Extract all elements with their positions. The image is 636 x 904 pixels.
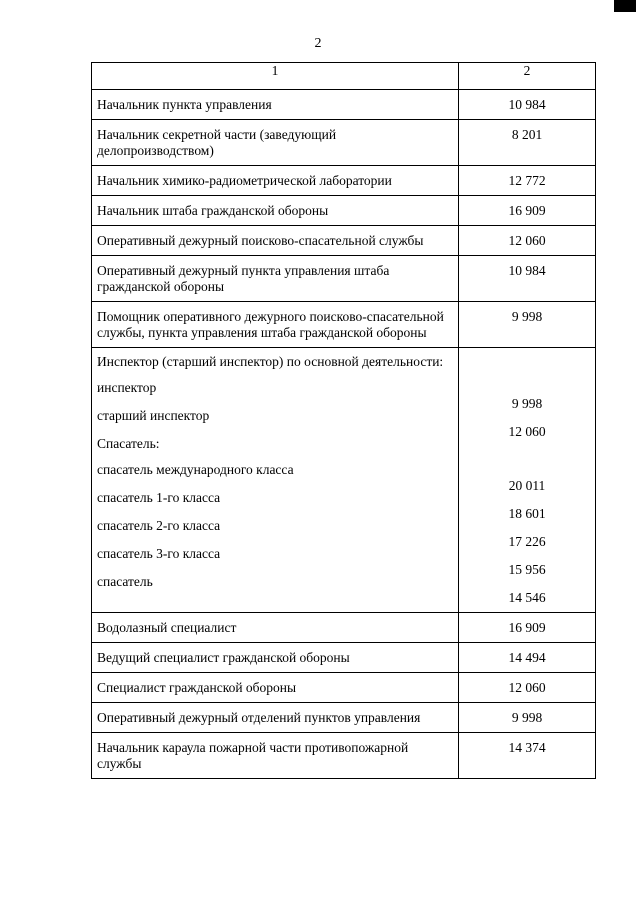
- salary-cell: 17 226: [508, 534, 546, 549]
- position-cell: Начальник пункта управления: [97, 97, 272, 112]
- position-cell: Помощник оперативного дежурного поисково-спасательной службы, пункта управления штаба гражданской обороны: [97, 309, 444, 340]
- table-row: [92, 673, 596, 703]
- table-row: [92, 613, 596, 643]
- table-header-row: [92, 63, 596, 90]
- salary-cell: 16 909: [508, 203, 546, 218]
- salary-cell: 10 984: [508, 97, 546, 112]
- salary-cell: 8 201: [511, 127, 543, 142]
- position-cell: Начальник химико-радиометрической лаборатории: [97, 173, 392, 188]
- position-cell: спасатель международного класса: [97, 462, 294, 477]
- salary-cell: 12 060: [508, 424, 546, 439]
- table-row: [92, 166, 596, 196]
- salary-cell: 12 060: [508, 233, 546, 248]
- inspector-heading: Инспектор (старший инспектор) по основной деятельности:: [97, 354, 444, 369]
- position-cell: Оперативный дежурный отделений пунктов управления: [97, 710, 421, 725]
- table-row: [92, 120, 596, 166]
- position-cell: старший инспектор: [97, 408, 210, 423]
- position-cell: спасатель 1-го класса: [97, 490, 221, 505]
- table-row: [92, 643, 596, 673]
- table-row: [92, 196, 596, 226]
- group-row: [92, 348, 596, 613]
- salary-table: [91, 62, 596, 779]
- salary-cell: 14 374: [508, 740, 546, 755]
- salary-cell: 10 984: [508, 263, 546, 278]
- salary-cell: 14 546: [508, 590, 546, 605]
- position-cell: Ведущий специалист гражданской обороны: [97, 650, 350, 665]
- table-row: [92, 256, 596, 302]
- position-cell: Начальник караула пожарной части противопожарной службы: [97, 740, 409, 771]
- position-cell: Начальник штаба гражданской обороны: [97, 203, 329, 218]
- position-cell: Водолазный специалист: [97, 620, 237, 635]
- scan-corner-mark: [614, 0, 636, 12]
- salary-cell: 12 060: [508, 680, 546, 695]
- position-cell: Начальник секретной части (заведующий делопроизводством): [97, 127, 337, 158]
- position-cell: Специалист гражданской обороны: [97, 680, 297, 695]
- salary-cell: 18 601: [508, 506, 546, 521]
- salary-cell: 12 772: [508, 173, 546, 188]
- salary-cell: 9 998: [511, 710, 543, 725]
- position-cell: Оперативный дежурный пункта управления штаба гражданской обороны: [97, 263, 390, 294]
- column-header-1: 1: [92, 63, 459, 90]
- position-cell: спасатель: [97, 574, 153, 589]
- salary-cell: 9 998: [511, 309, 543, 324]
- salary-cell: 16 909: [508, 620, 546, 635]
- position-cell: инспектор: [97, 380, 157, 395]
- position-cell: спасатель 3-го класса: [97, 546, 221, 561]
- column-header-2: 2: [459, 63, 596, 90]
- salary-cell: 14 494: [508, 650, 546, 665]
- table-row: [92, 90, 596, 120]
- salary-cell: 15 956: [508, 562, 546, 577]
- table-row: [92, 302, 596, 348]
- rescuer-heading: Спасатель:: [97, 436, 160, 451]
- salary-cell: 9 998: [511, 396, 543, 411]
- table-row: [92, 226, 596, 256]
- page-number: 2: [314, 36, 322, 51]
- salary-cell: 20 011: [508, 478, 546, 493]
- table-row: [92, 703, 596, 733]
- table-row: [92, 733, 596, 779]
- position-cell: спасатель 2-го класса: [97, 518, 221, 533]
- position-cell: Оперативный дежурный поисково-спасательной службы: [97, 233, 424, 248]
